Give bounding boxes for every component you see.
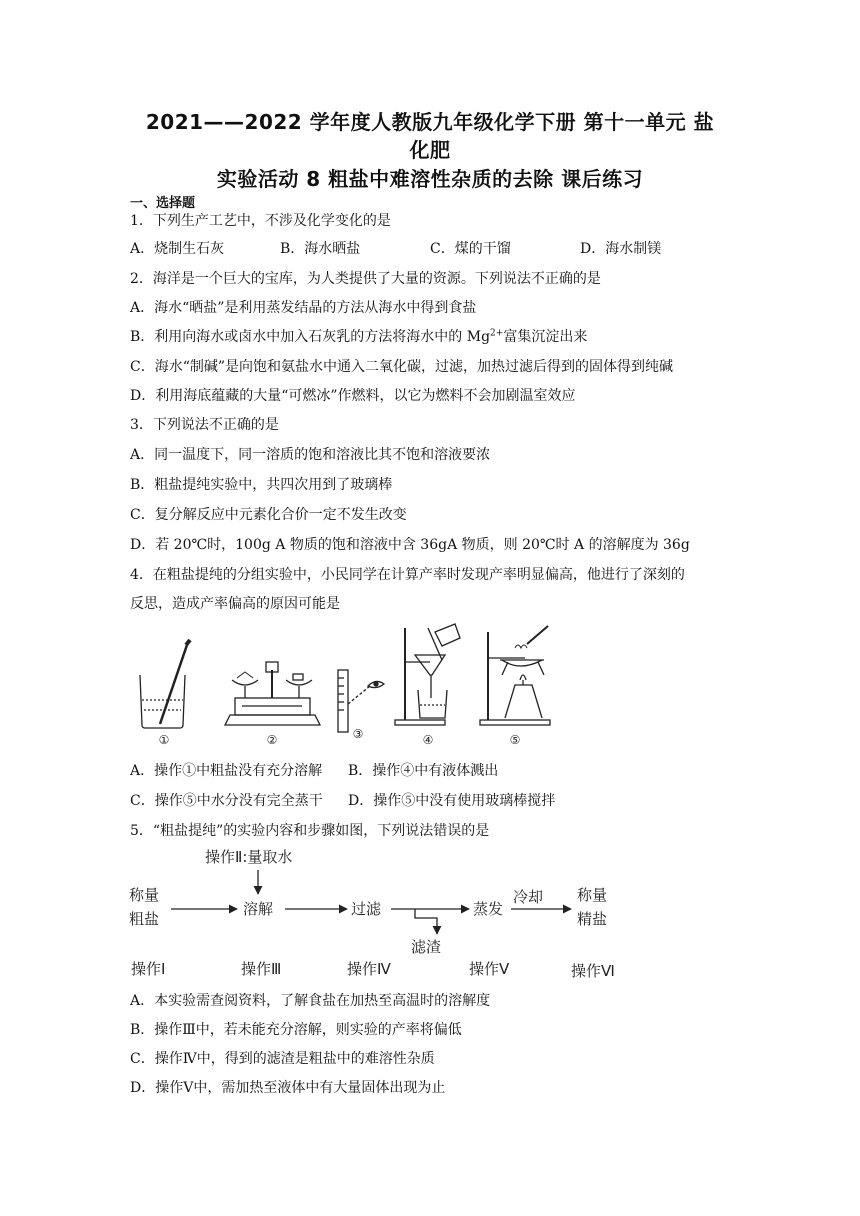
flow-filter: 过滤 bbox=[351, 900, 382, 918]
flow-op4: 操作Ⅳ bbox=[347, 960, 391, 978]
q4-option-c: C．操作⑤中水分没有完全蒸干 bbox=[130, 793, 323, 809]
q2-option-b-pre: B．利用向海水或卤水中加入石灰乳的方法将海水中的 Mg bbox=[130, 329, 491, 345]
q2-stem: 2．海洋是一个巨大的宝库，为人类提供了大量的资源。下列说法不正确的是 bbox=[130, 271, 601, 287]
figure-label-3: ③ bbox=[352, 727, 364, 741]
q1-stem: 1．下列生产工艺中，不涉及化学变化的是 bbox=[130, 213, 391, 229]
figure-label-5: ⑤ bbox=[509, 733, 521, 747]
title-line-1: 2021——2022 学年度人教版九年级化学下册 第十一单元 盐 bbox=[145, 110, 715, 134]
flow-weigh-2: 称量 bbox=[577, 886, 608, 904]
section-heading: 一、选择题 bbox=[130, 196, 196, 211]
q4-stem-2: 反思，造成产率偏高的原因可能是 bbox=[130, 596, 340, 612]
flow-op5: 操作Ⅴ bbox=[469, 960, 510, 978]
balance-figure bbox=[225, 662, 320, 725]
q2-option-a: A．海水“晒盐”是利用蒸发结晶的方法从海水中得到食盐 bbox=[130, 300, 477, 316]
title-line-3: 实验活动 8 粗盐中难溶性杂质的去除 课后练习 bbox=[216, 167, 644, 191]
q1-option-c: C．煤的干馏 bbox=[430, 241, 511, 257]
graduated-cylinder-figure bbox=[338, 670, 384, 732]
q2-option-b-sup: 2+ bbox=[490, 328, 504, 339]
evaporation-figure bbox=[480, 626, 550, 725]
figure-label-1: ① bbox=[158, 733, 170, 747]
figure-label-4: ④ bbox=[422, 733, 434, 747]
figure-label-2: ② bbox=[266, 733, 278, 747]
flow-residue: 滤渣 bbox=[411, 938, 442, 956]
q2-option-c: C．海水“制碱”是向饱和氨盐水中通入二氧化碳，过滤，加热过滤后得到的固体得到纯碱 bbox=[130, 359, 674, 375]
q3-stem: 3．下列说法不正确的是 bbox=[130, 417, 279, 433]
q4-apparatus-figure bbox=[130, 620, 570, 750]
flow-arrow-residue bbox=[415, 909, 437, 934]
flow-evaporate: 蒸发 bbox=[473, 900, 504, 918]
q2-option-d: D．利用海底蕴藏的大量“可燃冰”作燃料，以它为燃料不会加剧温室效应 bbox=[130, 388, 576, 404]
q4-option-d: D．操作⑤中没有使用玻璃棒搅拌 bbox=[348, 793, 556, 809]
q5-flowchart bbox=[125, 840, 635, 985]
q3-option-b: B．粗盐提纯实验中，共四次用到了玻璃棒 bbox=[130, 477, 393, 493]
q1-option-a: A．烧制生石灰 bbox=[130, 241, 225, 257]
flow-crude-salt: 粗盐 bbox=[129, 910, 160, 928]
flow-dissolve: 溶解 bbox=[243, 900, 274, 918]
q2-option-b bbox=[130, 326, 587, 346]
flow-op1: 操作Ⅰ bbox=[131, 960, 166, 978]
flow-op2-label: 操作Ⅱ:量取水 bbox=[205, 848, 293, 866]
q5-stem: 5．“粗盐提纯”的实验内容和步骤如图，下列说法错误的是 bbox=[130, 823, 490, 839]
q5-option-d: D．操作Ⅴ中，需加热至液体中有大量固体出现为止 bbox=[130, 1080, 446, 1096]
q1-option-d: D．海水制镁 bbox=[580, 241, 662, 257]
flow-weigh-1: 称量 bbox=[129, 886, 160, 904]
flow-op6: 操作Ⅵ bbox=[571, 962, 615, 980]
q4-option-a: A．操作①中粗盐没有充分溶解 bbox=[130, 763, 323, 779]
q5-option-b: B．操作Ⅲ中，若未能充分溶解，则实验的产率将偏低 bbox=[130, 1022, 462, 1038]
q3-option-c: C．复分解反应中元素化合价一定不发生改变 bbox=[130, 507, 407, 523]
q3-option-d: D．若 20℃时，100g A 物质的饱和溶液中含 36gA 物质，则 20℃时 A 的溶解度为 36g bbox=[130, 537, 690, 553]
filtration-figure bbox=[395, 624, 460, 725]
flow-cool: 冷却 bbox=[513, 888, 544, 906]
q3-option-a: A．同一温度下，同一溶质的饱和溶液比其不饱和溶液要浓 bbox=[130, 447, 491, 463]
q4-option-b: B．操作④中有液体溅出 bbox=[348, 763, 499, 779]
q5-option-c: C．操作Ⅳ中，得到的滤渣是粗盐中的难溶性杂质 bbox=[130, 1051, 435, 1067]
flow-op3: 操作Ⅲ bbox=[241, 960, 282, 978]
beaker-stirring-figure bbox=[140, 640, 190, 728]
flow-refined-salt: 精盐 bbox=[577, 910, 608, 928]
q5-option-a: A．本实验需查阅资料，了解食盐在加热至高温时的溶解度 bbox=[130, 993, 491, 1009]
q2-option-b-post: 富集沉淀出来 bbox=[503, 329, 588, 345]
title-line-2: 化肥 bbox=[409, 138, 451, 162]
q1-option-b: B．海水晒盐 bbox=[280, 241, 361, 257]
q4-stem-1: 4．在粗盐提纯的分组实验中，小民同学在计算产率时发现产率明显偏高，他进行了深刻的 bbox=[130, 567, 685, 583]
